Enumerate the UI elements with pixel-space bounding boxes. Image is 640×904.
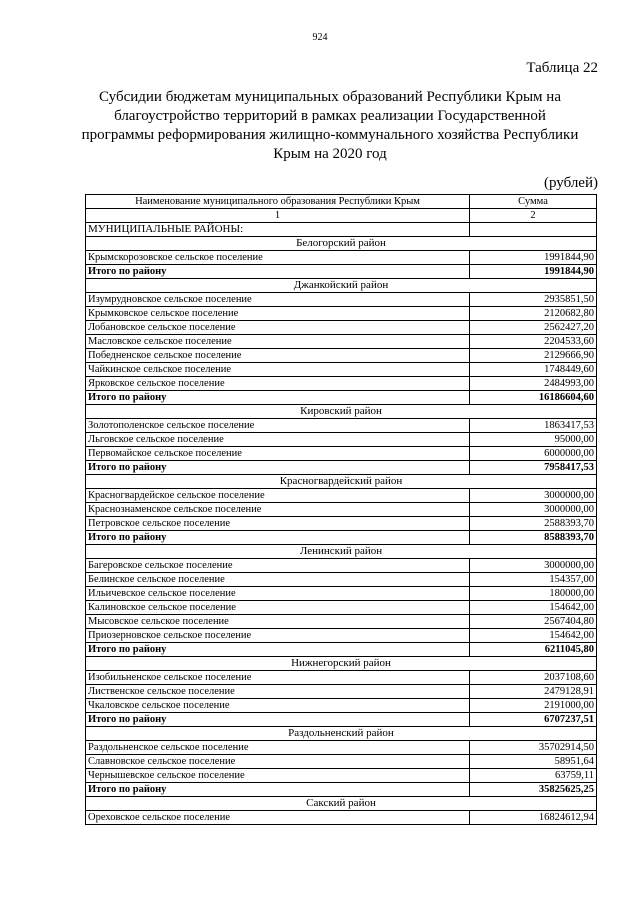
district-total-label: Итого по району: [86, 391, 470, 405]
settlement-amount: 1748449,60: [470, 363, 597, 377]
settlement-name: Льговское сельское поселение: [86, 433, 470, 447]
settlement-name: Золотополенское сельское поселение: [86, 419, 470, 433]
header-col-name: Наименование муниципального образования Республики Крым: [86, 195, 470, 209]
district-total-row: [86, 643, 597, 657]
district-total-row: [86, 391, 597, 405]
settlement-amount: 2037108,60: [470, 671, 597, 685]
section-label: МУНИЦИПАЛЬНЫЕ РАЙОНЫ:: [86, 223, 470, 237]
settlement-name: Белинское сельское поселение: [86, 573, 470, 587]
district-total-amount: 7958417,53: [470, 461, 597, 475]
header-row: [86, 195, 597, 209]
settlement-name: Масловское сельское поселение: [86, 335, 470, 349]
settlement-amount: 2562427,20: [470, 321, 597, 335]
settlement-name: Лобановское сельское поселение: [86, 321, 470, 335]
district-header-row: [86, 475, 597, 489]
district-name: Красногвардейский район: [86, 475, 597, 489]
settlement-name: Раздольненское сельское поселение: [86, 741, 470, 755]
settlement-amount: 154357,00: [470, 573, 597, 587]
units-label: (рублей): [543, 175, 598, 191]
settlement-name: Краснознаменское сельское поселение: [86, 503, 470, 517]
settlement-row: [86, 335, 597, 349]
section-empty-cell: [470, 223, 597, 237]
settlement-amount: 1991844,90: [470, 251, 597, 265]
district-header-row: [86, 279, 597, 293]
header-num-2: 2: [470, 209, 597, 223]
settlement-name: Чернышевское сельское поселение: [86, 769, 470, 783]
district-header-row: [86, 797, 597, 811]
settlement-name: Мысовское сельское поселение: [86, 615, 470, 629]
district-header-row: [86, 545, 597, 559]
district-name: Сакский район: [86, 797, 597, 811]
settlement-row: [86, 587, 597, 601]
settlement-row: [86, 629, 597, 643]
district-name: Кировский район: [86, 405, 597, 419]
settlement-row: [86, 503, 597, 517]
district-name: Нижнегорский район: [86, 657, 597, 671]
settlement-name: Славновское сельское поселение: [86, 755, 470, 769]
header-col-amount: Сумма: [470, 195, 597, 209]
settlement-name: Ильичевское сельское поселение: [86, 587, 470, 601]
settlement-amount: 2567404,80: [470, 615, 597, 629]
settlement-name: Калиновское сельское поселение: [86, 601, 470, 615]
settlement-name: Красногвардейское сельское поселение: [86, 489, 470, 503]
settlement-row: [86, 573, 597, 587]
district-header-row: [86, 657, 597, 671]
district-total-amount: 16186604,60: [470, 391, 597, 405]
settlement-row: [86, 293, 597, 307]
settlement-amount: 16824612,94: [470, 811, 597, 825]
district-header-row: [86, 727, 597, 741]
section-row: [86, 223, 597, 237]
district-total-row: [86, 461, 597, 475]
district-name: Ленинский район: [86, 545, 597, 559]
settlement-name: Багеровское сельское поселение: [86, 559, 470, 573]
settlement-name: Чайкинское сельское поселение: [86, 363, 470, 377]
district-total-amount: 6211045,80: [470, 643, 597, 657]
district-total-label: Итого по району: [86, 531, 470, 545]
settlement-row: [86, 419, 597, 433]
settlement-row: [86, 671, 597, 685]
settlement-row: [86, 433, 597, 447]
settlement-name: Приозерновское сельское поселение: [86, 629, 470, 643]
district-total-label: Итого по району: [86, 783, 470, 797]
district-header-row: [86, 405, 597, 419]
settlement-amount: 154642,00: [470, 601, 597, 615]
district-total-row: [86, 531, 597, 545]
district-total-amount: 1991844,90: [470, 265, 597, 279]
settlement-row: [86, 447, 597, 461]
settlement-row: [86, 489, 597, 503]
settlement-name: Первомайское сельское поселение: [86, 447, 470, 461]
district-total-amount: 6707237,51: [470, 713, 597, 727]
settlement-name: Крымскорозовское сельское поселение: [86, 251, 470, 265]
settlement-amount: 154642,00: [470, 629, 597, 643]
settlement-amount: 2588393,70: [470, 517, 597, 531]
settlement-amount: 6000000,00: [470, 447, 597, 461]
settlement-amount: 2935851,50: [470, 293, 597, 307]
settlement-name: Чкаловское сельское поселение: [86, 699, 470, 713]
settlement-amount: 58951,64: [470, 755, 597, 769]
settlement-name: Изумрудновское сельское поселение: [86, 293, 470, 307]
settlement-row: [86, 321, 597, 335]
settlement-name: Ореховское сельское поселение: [86, 811, 470, 825]
settlement-amount: 2479128,91: [470, 685, 597, 699]
settlement-row: [86, 741, 597, 755]
district-total-label: Итого по району: [86, 265, 470, 279]
district-name: Джанкойский район: [86, 279, 597, 293]
settlement-amount: 35702914,50: [470, 741, 597, 755]
settlement-amount: 3000000,00: [470, 489, 597, 503]
district-total-row: [86, 713, 597, 727]
settlement-row: [86, 755, 597, 769]
district-total-amount: 8588393,70: [470, 531, 597, 545]
settlement-row: [86, 517, 597, 531]
settlement-row: [86, 601, 597, 615]
settlement-row: [86, 615, 597, 629]
document-title: Субсидии бюджетам муниципальных образований Республики Крым на благоустройство территорий в рамках реализации Государственной программы реформирования жилищно-коммунального хозяйства Республики Крым на 2020 год: [81, 89, 579, 162]
settlement-amount: 3000000,00: [470, 559, 597, 573]
settlement-amount: 63759,11: [470, 769, 597, 783]
table-label: Таблица 22: [526, 60, 598, 76]
settlement-amount: 1863417,53: [470, 419, 597, 433]
district-total-label: Итого по району: [86, 643, 470, 657]
settlement-name: Победненское сельское поселение: [86, 349, 470, 363]
subsidies-table: [85, 194, 597, 825]
settlement-row: [86, 769, 597, 783]
district-total-label: Итого по району: [86, 713, 470, 727]
district-name: Белогорский район: [86, 237, 597, 251]
settlement-row: [86, 377, 597, 391]
settlement-row: [86, 307, 597, 321]
settlement-amount: 2191000,00: [470, 699, 597, 713]
settlement-name: Ярковское сельское поселение: [86, 377, 470, 391]
settlement-row: [86, 349, 597, 363]
settlement-row: [86, 685, 597, 699]
district-name: Раздольненский район: [86, 727, 597, 741]
header-num-1: 1: [86, 209, 470, 223]
district-header-row: [86, 237, 597, 251]
district-total-row: [86, 265, 597, 279]
settlement-row: [86, 559, 597, 573]
settlement-row: [86, 251, 597, 265]
settlement-amount: 2204533,60: [470, 335, 597, 349]
page-number: 924: [312, 32, 328, 43]
settlement-amount: 2484993,00: [470, 377, 597, 391]
settlement-row: [86, 363, 597, 377]
settlement-amount: 180000,00: [470, 587, 597, 601]
settlement-amount: 2129666,90: [470, 349, 597, 363]
header-number-row: [86, 209, 597, 223]
settlement-row: [86, 811, 597, 825]
settlement-name: Петровское сельское поселение: [86, 517, 470, 531]
settlement-name: Лиственское сельское поселение: [86, 685, 470, 699]
settlement-amount: 95000,00: [470, 433, 597, 447]
settlement-name: Изобильненское сельское поселение: [86, 671, 470, 685]
district-total-row: [86, 783, 597, 797]
settlement-name: Крымковское сельское поселение: [86, 307, 470, 321]
settlement-row: [86, 699, 597, 713]
settlement-amount: 2120682,80: [470, 307, 597, 321]
settlement-amount: 3000000,00: [470, 503, 597, 517]
district-total-amount: 35825625,25: [470, 783, 597, 797]
district-total-label: Итого по району: [86, 461, 470, 475]
